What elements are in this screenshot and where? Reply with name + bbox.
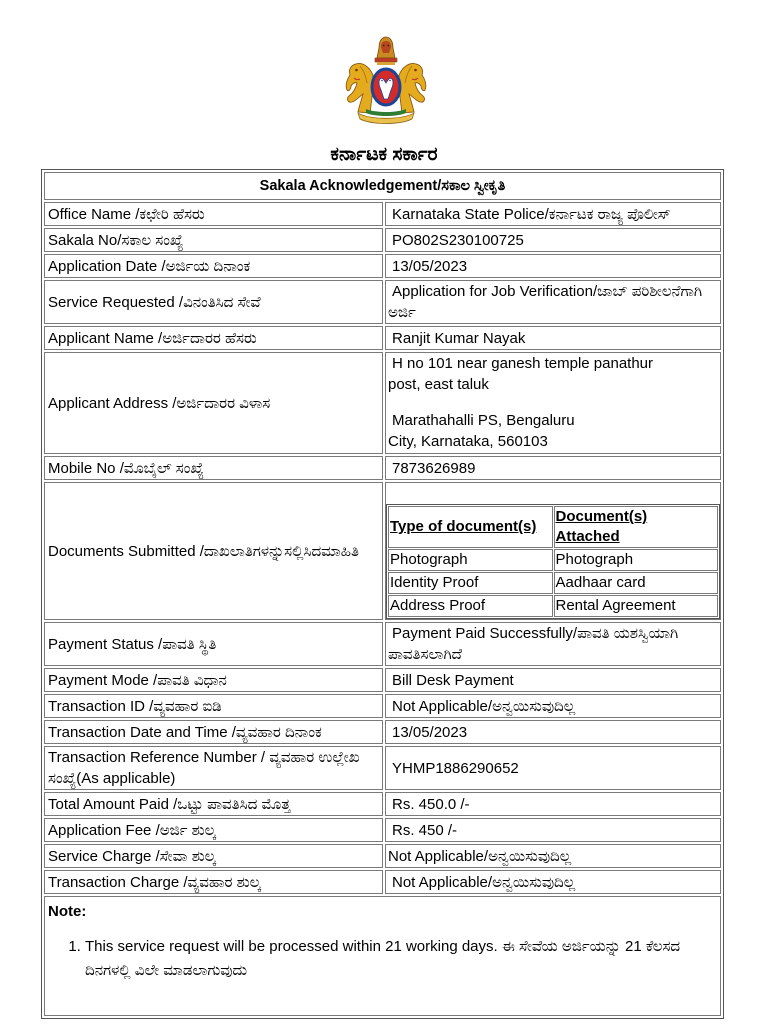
service-charge-label: Service Charge /ಸೇವಾ ಶುಲ್ಕ — [48, 847, 216, 865]
cell-content — [45, 327, 382, 349]
row-transaction-date — [44, 720, 721, 744]
table-caption-row — [44, 172, 721, 200]
transaction-reference-label: Transaction Reference Number / ವ್ಯವಹಾರ ಉಲ್ಲೇಖ ಸಂಖ್ಯೆ(As applicable) — [48, 749, 360, 787]
cell-content — [45, 255, 382, 277]
row-mobile-no — [44, 456, 721, 480]
cell-content — [386, 483, 720, 619]
address-line: Marathahalli PS, Bengaluru — [392, 412, 575, 429]
applicant-address-label: Applicant Address /ಅರ್ಜಿದಾರರ ವಿಳಾಸ — [48, 394, 271, 412]
cell-content — [386, 747, 720, 789]
total-amount-value: Rs. 450.0 /- — [392, 795, 470, 813]
label-cell — [44, 746, 383, 790]
table-caption-cell — [44, 172, 721, 200]
cell-content — [386, 327, 720, 349]
label-cell — [44, 844, 383, 868]
application-date-value: 13/05/2023 — [392, 257, 468, 275]
payment-status-value: Payment Paid Successfully/ಪಾವತಿ ಯಶಸ್ವಿಯಾಗಿ ಪಾವತಿಸಲಾಗಿದೆ — [388, 625, 679, 663]
value-cell — [385, 694, 721, 718]
lion-capital-icon — [375, 37, 397, 65]
application-date-label: Application Date /ಅರ್ಜಿಯ ದಿನಾಂಕ — [48, 257, 251, 275]
payment-mode-label: Payment Mode /ಪಾವತಿ ವಿಧಾನ — [48, 671, 227, 689]
acknowledgement-table — [41, 169, 724, 1019]
row-service-charge — [44, 844, 721, 868]
value-cell — [385, 818, 721, 842]
cell-content — [45, 353, 382, 453]
cell-content — [45, 897, 720, 1015]
cell-content — [386, 203, 720, 225]
value-cell — [385, 202, 721, 226]
cell-content — [45, 483, 382, 619]
transaction-date-label: Transaction Date and Time /ವ್ಯವಹಾರ ದಿನಾಂಕ — [48, 723, 322, 741]
row-payment-status — [44, 622, 721, 666]
doc-type-cell: Address Proof — [388, 595, 553, 617]
documents-table — [386, 504, 720, 619]
sakala-no-label: Sakala No/ಸಕಾಲ ಸಂಖ್ಯೆ — [48, 231, 184, 249]
karnataka-emblem-icon — [336, 33, 436, 125]
label-cell — [44, 720, 383, 744]
sakala-no-value: PO802S230100725 — [392, 231, 524, 249]
doc-attached-cell: Photograph — [554, 549, 719, 571]
row-transaction-charge — [44, 870, 721, 894]
cell-content — [386, 819, 720, 841]
office-name-value: Karnataka State Police/ಕರ್ನಾಟಕ ರಾಜ್ಯ ಪೊಲೀಸ್ — [392, 205, 671, 223]
documents-table-header — [388, 506, 718, 548]
label-cell — [44, 352, 383, 454]
row-application-date — [44, 254, 721, 278]
value-cell — [385, 870, 721, 894]
value-cell — [385, 622, 721, 666]
service-requested-value: Application for Job Verification/ಜಾಬ್ ಪರಿಶೀಲನೆಗಾಗಿ ಅರ್ಜಿ — [388, 283, 703, 321]
cell-content — [45, 229, 382, 251]
cell-content — [45, 845, 382, 867]
value-cell — [385, 844, 721, 868]
cell-content — [386, 457, 720, 479]
cell-content — [45, 669, 382, 691]
cell-content — [386, 255, 720, 277]
cell-content — [45, 281, 382, 323]
row-total-amount — [44, 792, 721, 816]
row-transaction-reference — [44, 746, 721, 790]
doc-attached-header — [554, 506, 719, 548]
cell-content — [45, 623, 382, 665]
cell-content — [45, 203, 382, 225]
transaction-charge-value: Not Applicable/ಅನ್ವಯಿಸುವುದಿಲ್ಲ — [392, 873, 576, 891]
total-amount-label: Total Amount Paid /ಒಟ್ಟು ಪಾವತಿಸಿದ ಮೊತ್ತ — [48, 795, 291, 813]
page-title: ಕರ್ನಾಟಕ ಸರ್ಕಾರ — [330, 144, 438, 165]
value-cell — [385, 482, 721, 620]
table-row — [388, 595, 718, 617]
row-sakala-no — [44, 228, 721, 252]
cell-content — [386, 721, 720, 743]
row-note — [44, 896, 721, 1016]
emblem-base — [366, 109, 406, 116]
row-transaction-id — [44, 694, 721, 718]
cell-content — [386, 669, 720, 691]
cell-content — [386, 229, 720, 251]
cell-content — [45, 871, 382, 893]
cell-content — [45, 793, 382, 815]
note-heading: Note: — [48, 903, 87, 920]
row-office-name — [44, 202, 721, 226]
value-cell — [385, 668, 721, 692]
doc-type-cell: Photograph — [388, 549, 553, 571]
cell-content — [386, 845, 720, 867]
cell-content — [45, 173, 720, 199]
cell-content — [386, 871, 720, 893]
cell-content — [386, 281, 720, 323]
mobile-no-label: Mobile No /ಮೊಬೈಲ್ ಸಂಖ್ಯೆ — [48, 459, 204, 477]
transaction-id-label: Transaction ID /ವ್ಯವಹಾರ ಐಡಿ — [48, 697, 222, 715]
payment-mode-value: Bill Desk Payment — [392, 671, 514, 689]
cell-content — [386, 623, 720, 665]
note-list — [48, 935, 717, 983]
doc-type-header-text: Type of document(s) — [390, 518, 537, 535]
row-documents-submitted — [44, 482, 721, 620]
cell-content — [45, 721, 382, 743]
table-caption: Sakala Acknowledgement/ಸಕಾಲ ಸ್ವೀಕೃತಿ — [259, 177, 506, 194]
cell-content — [45, 457, 382, 479]
emblem-shield-icon — [372, 69, 400, 105]
row-applicant-name — [44, 326, 721, 350]
transaction-reference-value: YHMP1886290652 — [392, 759, 519, 777]
address-line: H no 101 near ganesh temple panathur — [392, 355, 654, 372]
cell-content — [45, 747, 382, 789]
value-cell — [385, 456, 721, 480]
application-fee-label: Application Fee /ಅರ್ಜಿ ಶುಲ್ಕ — [48, 821, 216, 839]
row-service-requested — [44, 280, 721, 324]
mobile-no-value: 7873626989 — [392, 459, 476, 477]
transaction-date-value: 13/05/2023 — [392, 723, 468, 741]
label-cell — [44, 254, 383, 278]
label-cell — [44, 326, 383, 350]
cell-content — [386, 353, 720, 453]
right-sharabha-icon — [399, 63, 426, 113]
label-cell — [44, 694, 383, 718]
doc-type-header — [388, 506, 553, 548]
table-row — [388, 572, 718, 594]
cell-content — [45, 819, 382, 841]
note-item: 1. This service request will be processed within 21 working days. ಈ ಸೇವೆಯ ಅರ್ಜಿಯನ್ನು 21 ಕೆಲಸದ ದಿನಗಳಲ್ಲಿ ವಿಲೇ ಮಾಡಲಾಗುವುದು — [85, 935, 717, 983]
label-cell — [44, 818, 383, 842]
label-cell — [44, 280, 383, 324]
documents-submitted-label: Documents Submitted /ದಾಖಲಾತಿಗಳನ್ನುಸಲ್ಲಿಸಿದಮಾಹಿತಿ — [48, 542, 359, 560]
label-cell — [44, 202, 383, 226]
doc-attached-cell: Rental Agreement — [554, 595, 719, 617]
value-cell — [385, 228, 721, 252]
applicant-name-label: Applicant Name /ಅರ್ಜಿದಾರರ ಹೆಸರು — [48, 329, 257, 347]
value-cell — [385, 254, 721, 278]
doc-type-cell: Identity Proof — [388, 572, 553, 594]
left-sharabha-icon — [346, 63, 373, 113]
cell-content — [386, 695, 720, 717]
value-cell — [385, 352, 721, 454]
value-cell — [385, 792, 721, 816]
cell-content — [45, 695, 382, 717]
label-cell — [44, 482, 383, 620]
service-charge-value: Not Applicable/ಅನ್ವಯಿಸುವುದಿಲ್ಲ — [388, 847, 572, 865]
label-cell — [44, 622, 383, 666]
row-application-fee — [44, 818, 721, 842]
note-cell — [44, 896, 721, 1016]
value-cell — [385, 326, 721, 350]
service-requested-label: Service Requested /ವಿನಂತಿಸಿದ ಸೇವೆ — [48, 293, 261, 311]
office-name-label: Office Name /ಕಛೇರಿ ಹೆಸರು — [48, 205, 205, 223]
transaction-id-value: Not Applicable/ಅನ್ವಯಿಸುವುದಿಲ್ಲ — [392, 697, 576, 715]
label-cell — [44, 456, 383, 480]
address-line: post, east taluk — [388, 376, 489, 393]
label-cell — [44, 870, 383, 894]
label-cell — [44, 792, 383, 816]
value-cell — [385, 720, 721, 744]
value-cell — [385, 280, 721, 324]
transaction-charge-label: Transaction Charge /ವ್ಯವಹಾರ ಶುಲ್ಕ — [48, 873, 261, 891]
value-cell — [385, 746, 721, 790]
row-payment-mode — [44, 668, 721, 692]
application-fee-value: Rs. 450 /- — [392, 821, 458, 839]
doc-attached-header-text: Document(s) Attached — [555, 508, 648, 545]
address-line: City, Karnataka, 560103 — [388, 433, 548, 450]
doc-attached-cell: Aadhaar card — [554, 572, 719, 594]
applicant-name-value: Ranjit Kumar Nayak — [392, 329, 526, 347]
table-row — [388, 549, 718, 571]
label-cell — [44, 228, 383, 252]
cell-content — [386, 793, 720, 815]
row-applicant-address — [44, 352, 721, 454]
label-cell — [44, 668, 383, 692]
payment-status-label: Payment Status /ಪಾವತಿ ಸ್ಥಿತಿ — [48, 635, 217, 653]
